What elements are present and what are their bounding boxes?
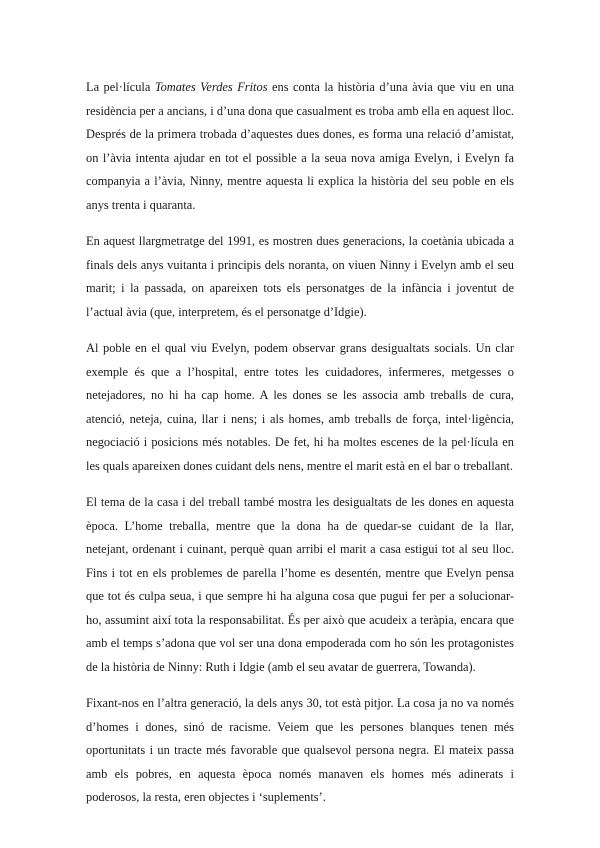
document-page bbox=[86, 76, 514, 823]
paragraph-1-lead: La pel·lícula bbox=[86, 80, 155, 94]
film-title: Tomates Verdes Fritos bbox=[154, 80, 268, 94]
paragraph-1 bbox=[86, 76, 514, 217]
paragraph-5: Fixant-nos en l’altra generació, la dels anys 30, tot està pitjor. La cosa ja no va només d’homes i dones, sinó de racisme. Veiem que les persones blanques tenen més oportunitats i un tracte més favorable que qualsevol persona negra. El mateix passa amb els pobres, en aquesta època només manaven els homes més adinerats i poderosos, la resta, eren objectes i ‘suplements’. bbox=[86, 696, 514, 804]
paragraph-3: Al poble en el qual viu Evelyn, podem observar grans desigualtats socials. Un clar exemple és que a l’hospital, entre totes les cuidadores, infermeres, metgesses o netejadores, no hi ha cap home. A les dones se les associa amb treballs de cura, atenció, neteja, cuina, llar i nens; i als homes, amb treballs de força, intel·ligència, negociació i posicions més notables. De fet, hi ha moltes escenes de la pel·lícula en les quals apareixen dones cuidant dels nens, mentre el marit està en el bar o treballant. bbox=[86, 341, 514, 473]
paragraph-4: El tema de la casa i del treball també mostra les desigualtats de les dones en aquesta època. L’home treballa, mentre que la dona ha de quedar-se cuidant de la llar, netejant, ordenant i cuinant, perquè quan arribi el marit a casa estigui tot al seu lloc. Fins i tot en els problemes de parella l’home es desentén, mentre que Evelyn pensa que tot és culpa seua, i que sempre hi ha alguna cosa que pugui fer per a solucionar-ho, assumint així tota la responsabilitat. És per això que acudeix a teràpia, encara que amb el temps s’adona que vol ser una dona empoderada com ho són les protagonistes de la història de Ninny: Ruth i Idgie (amb el seu avatar de guerrera, Towanda). bbox=[86, 495, 514, 674]
paragraph-1-rest: ens conta la història d’una àvia que viu en una residència per a ancians, i d’una dona que casualment es troba amb ella en aquest lloc. Després de la primera trobada d’aquestes dues dones, es forma una relació d’amistat, on l’àvia intenta ajudar en tot el possible a la seua nova amiga Evelyn, i Evelyn fa companyia a l’àvia, Ninny, mentre aquesta li explica la història del seu poble en els anys trenta i quaranta. bbox=[86, 80, 514, 212]
paragraph-2: En aquest llargmetratge del 1991, es mostren dues generacions, la coetània ubicada a finals dels anys vuitanta i principis dels noranta, on viuen Ninny i Evelyn amb el seu marit; i la passada, on apareixen tots els personatges de la infància i joventut de l’actual àvia (que, interpretem, és el personatge d’Idgie). bbox=[86, 234, 514, 319]
